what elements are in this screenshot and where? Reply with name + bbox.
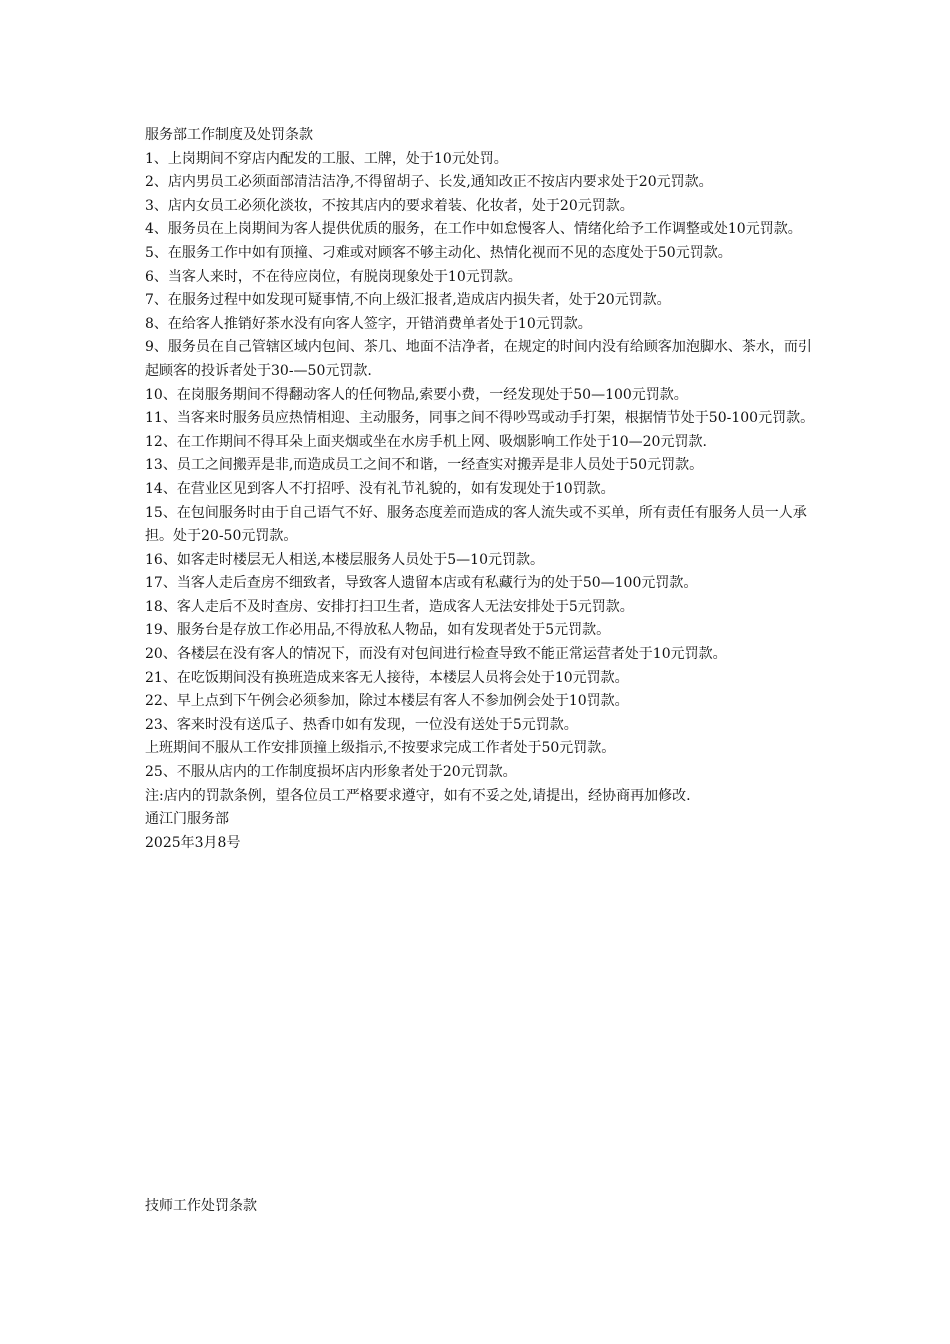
rule-10: 10、在岗服务期间不得翻动客人的任何物品,索要小费，一经发现处于50—100元罚款。 — [145, 386, 688, 403]
document-body — [145, 124, 815, 855]
rule-21: 21、在吃饭期间没有换班造成来客无人接待，本楼层人员将会处于10元罚款。 — [145, 669, 629, 686]
rule-8: 8、在给客人推销好茶水没有向客人签字，开错消费单者处于10元罚款。 — [145, 315, 592, 332]
rule-3: 3、店内女员工必须化淡妆，不按其店内的要求着装、化妆者，处于20元罚款。 — [145, 197, 634, 214]
rule-4: 4、服务员在上岗期间为客人提供优质的服务，在工作中如怠慢客人、情绪化给予工作调整或处10元罚款。 — [145, 221, 802, 238]
rule-16: 16、如客走时楼层无人相送,本楼层服务人员处于5—10元罚款。 — [145, 551, 544, 568]
rule-17: 17、当客人走后查房不细致者，导致客人遗留本店或有私藏行为的处于50—100元罚款。 — [145, 575, 698, 592]
rule-22: 22、早上点到下午例会必须参加，除过本楼层有客人不参加例会处于10罚款。 — [145, 693, 629, 710]
document-title: 服务部工作制度及处罚条款 — [145, 127, 313, 143]
rule-2: 2、店内男员工必须面部清洁洁净,不得留胡子、长发,通知改正不按店内要求处于20元罚款。 — [145, 174, 713, 191]
rule-6: 6、当客人来时，不在待应岗位，有脱岗现象处于10元罚款。 — [145, 268, 522, 285]
rule-23: 23、客来时没有送瓜子、热香巾如有发现，一位没有送处于5元罚款。 — [145, 716, 578, 733]
document-date: 2025年3月8号 — [145, 834, 241, 851]
note: 注:店内的罚款条例，望各位员工严格要求遵守，如有不妥之处,请提出，经协商再加修改. — [145, 787, 691, 804]
rule-1: 1、上岗期间不穿店内配发的工服、工牌，处于10元处罚。 — [145, 150, 508, 167]
rule-7: 7、在服务过程中如发现可疑事情,不向上级汇报者,造成店内损失者，处于20元罚款。 — [145, 292, 671, 309]
rule-19: 19、服务台是存放工作必用品,不得放私人物品，如有发现者处于5元罚款。 — [145, 622, 611, 639]
rule-20: 20、各楼层在没有客人的情况下，而没有对包间进行检查导致不能正常运营者处于10元罚款。 — [145, 646, 727, 663]
rule-25: 25、不服从店内的工作制度损坏店内形象者处于20元罚款。 — [145, 764, 517, 781]
rule-5: 5、在服务工作中如有顶撞、刁难或对顾客不够主动化、热情化视而不见的态度处于50元罚款。 — [145, 244, 732, 261]
rule-13: 13、员工之间搬弄是非,而造成员工之间不和谐，一经查实对搬弄是非人员处于50元罚款。 — [145, 457, 704, 474]
rule-14: 14、在营业区见到客人不打招呼、没有礼节礼貌的，如有发现处于10罚款。 — [145, 480, 615, 497]
rule-12: 12、在工作期间不得耳朵上面夹烟或坐在水房手机上网、吸烟影响工作处于10—20元罚款. — [145, 433, 707, 450]
rule-24: 上班期间不服从工作安排顶撞上级指示,不按要求完成工作者处于50元罚款。 — [145, 740, 616, 757]
department-signature: 通江门服务部 — [145, 811, 229, 828]
rule-11: 11、当客来时服务员应热情相迎、主动服务，同事之间不得吵骂或动手打架，根据情节处于50-100元罚款。 — [145, 410, 815, 427]
section2-title: 技师工作处罚条款 — [145, 1198, 257, 1214]
rule-9: 9、服务员在自己管辖区域内包间、茶几、地面不洁净者，在规定的时间内没有给顾客加泡脚水、茶水，而引起顾客的投诉者处于30-—50元罚款. — [145, 339, 812, 379]
rule-18: 18、客人走后不及时查房、安排打扫卫生者，造成客人无法安排处于5元罚款。 — [145, 598, 634, 615]
rule-15: 15、在包间服务时由于自己语气不好、服务态度差而造成的客人流失或不买单，所有责任有服务人员一人承担。处于20-50元罚款。 — [145, 504, 807, 545]
